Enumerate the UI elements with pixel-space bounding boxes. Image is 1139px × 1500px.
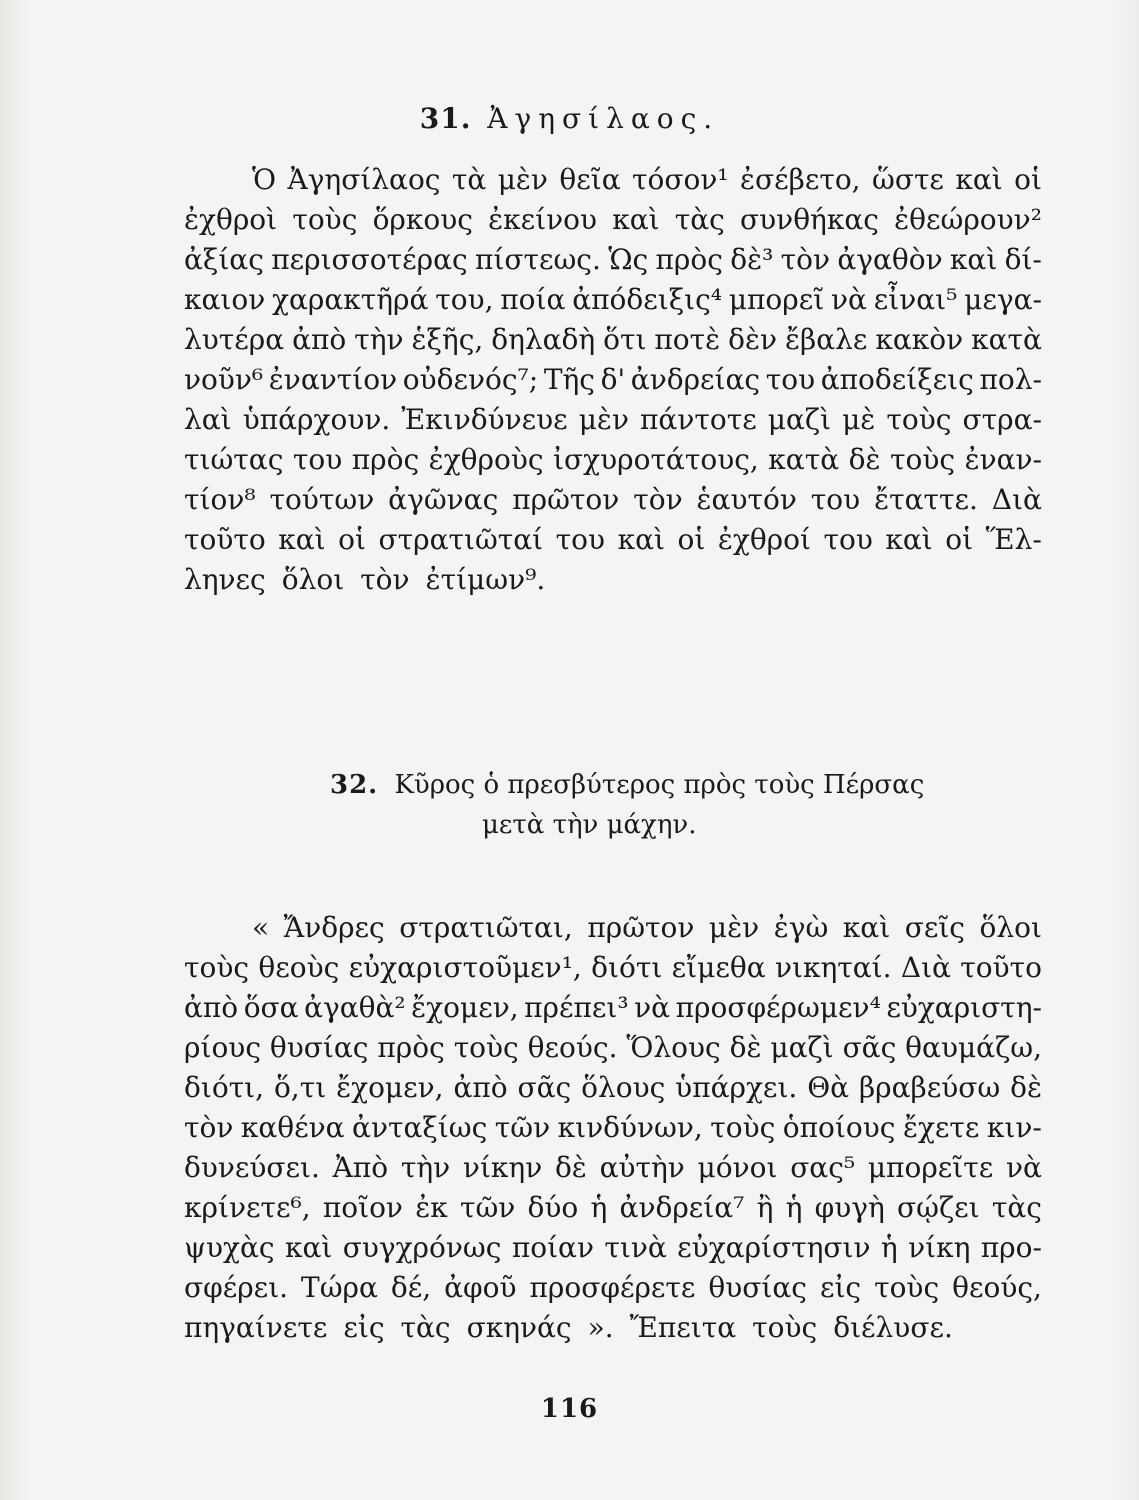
- word: στρατιῶται,: [399, 911, 573, 944]
- word: κιν-: [986, 1111, 1042, 1144]
- word: λαὶ: [184, 403, 232, 436]
- word: δὲ: [554, 1151, 587, 1184]
- text-line: [184, 240, 1042, 280]
- text-line: [184, 988, 1042, 1028]
- word: Ἕλ-: [985, 523, 1042, 556]
- word: καὶ: [949, 243, 998, 276]
- word: του: [810, 483, 861, 516]
- word: ἀγῶνας: [388, 483, 499, 516]
- word: ἀνδρείας: [630, 363, 761, 396]
- word: θεούς,: [952, 1271, 1042, 1304]
- word: τιώτας: [184, 443, 284, 476]
- word: τόσον¹: [632, 163, 729, 196]
- section-32-heading-line1: [330, 770, 924, 800]
- text-line: [184, 1268, 1042, 1308]
- text-line: [184, 160, 1042, 200]
- word: ὅσα: [243, 991, 299, 1024]
- section-32-paragraph: [184, 908, 1042, 1348]
- word: περισσοτέρας: [271, 243, 468, 276]
- word: σᾶς: [842, 1031, 897, 1064]
- word: εὐχαρίστησιν: [677, 1231, 871, 1264]
- word: κρίνετε⁶,: [184, 1191, 311, 1224]
- word: ληνες: [184, 563, 266, 596]
- word: καὶ: [278, 523, 326, 556]
- text-line: [184, 1108, 1042, 1148]
- word: ὅλους: [581, 1071, 666, 1104]
- word: λυτέρα: [184, 323, 285, 356]
- word: εὐχαριστη-: [886, 991, 1042, 1024]
- word: εὐχαριστοῦμεν¹,: [348, 951, 582, 984]
- word: μὲ: [842, 403, 876, 436]
- word: ἢ: [756, 1191, 774, 1224]
- word: θυσίας: [708, 1271, 807, 1304]
- word: μὲν: [578, 403, 629, 436]
- word: Ὅλους: [626, 1031, 721, 1064]
- word: Ἀγησίλαος: [287, 163, 441, 196]
- word: προσφέρωμεν⁴: [675, 991, 881, 1024]
- word: ρίους: [184, 1031, 261, 1064]
- word: ἀπὸ: [453, 1071, 508, 1104]
- word: τοὺς: [710, 1111, 776, 1144]
- word: ἰσχυροτάτους,: [553, 443, 759, 476]
- word: τὸν: [780, 243, 831, 276]
- text-line: [184, 200, 1042, 240]
- word: οὐδενός⁷;: [402, 363, 539, 396]
- word: μπορεῖ: [728, 283, 825, 316]
- word: τὰ: [451, 163, 487, 196]
- word: μαζὶ: [767, 403, 832, 436]
- word: «: [252, 911, 270, 944]
- word: συνθήκας: [740, 203, 879, 236]
- word: συγχρόνως: [342, 1231, 502, 1264]
- word: εἰς: [343, 1311, 385, 1344]
- word: ἀνταξίως: [352, 1111, 488, 1144]
- word: δὲ: [1010, 1071, 1042, 1104]
- word: τὸν: [360, 563, 410, 596]
- word: κατὰ: [971, 323, 1042, 356]
- word: θεούς.: [527, 1031, 618, 1064]
- word: στρα-: [962, 403, 1042, 436]
- section-32-number: 32.: [330, 770, 379, 800]
- word: ἑαυτόν: [696, 483, 797, 516]
- word: καθένα: [240, 1111, 345, 1144]
- word: στρατιῶταί: [378, 523, 544, 556]
- word: Ἀπὸ: [332, 1151, 389, 1184]
- text-line: [184, 400, 1042, 440]
- word: ποῖον: [322, 1191, 403, 1224]
- word: ὅ,τι: [273, 1071, 327, 1104]
- word: ἐναντίον: [268, 363, 398, 396]
- word: δὲ³: [730, 243, 774, 276]
- word: ἐγὼ: [773, 911, 829, 944]
- word: τὸν: [184, 1111, 234, 1144]
- word: τὰς: [674, 203, 725, 236]
- word: πολ-: [979, 363, 1042, 396]
- word: μὲν: [497, 163, 548, 196]
- section-32-title-line2: μετὰ τὴν μάχην.: [482, 810, 697, 840]
- word: τὰς: [991, 1191, 1042, 1224]
- word: αὐτὴν: [599, 1151, 685, 1184]
- word: δὲ: [848, 443, 881, 476]
- word: δί-: [1004, 243, 1042, 276]
- text-line: [184, 440, 1042, 480]
- word: νικηταί.: [774, 951, 892, 984]
- word: ἀπόδειξις⁴: [572, 283, 723, 316]
- word: τοὺς: [292, 203, 358, 236]
- text-line: [184, 360, 1042, 400]
- section-31-title: Ἀγησίλαος.: [487, 102, 720, 135]
- word: διέλυσε.: [833, 1311, 953, 1344]
- word: οἱ: [1014, 163, 1042, 196]
- word: ».: [587, 1311, 614, 1344]
- word: θαυμάζω,: [905, 1031, 1042, 1064]
- word: τίον⁸: [184, 483, 256, 516]
- word: πρὸς: [351, 443, 420, 476]
- section-31-paragraph: [184, 160, 1042, 600]
- word: ἀπὸ: [184, 991, 239, 1024]
- word: Ἄνδρες: [283, 911, 385, 944]
- text-line: [184, 280, 1042, 320]
- word: ὑπάρχουν.: [242, 403, 391, 436]
- word: ἐχθροὺς: [428, 443, 544, 476]
- word: του: [823, 523, 873, 556]
- word: ἐναν-: [964, 443, 1042, 476]
- word: τοὺς: [890, 443, 956, 476]
- word: τὴν: [400, 1151, 451, 1184]
- word: τὴν: [354, 323, 404, 356]
- word: δύο: [527, 1191, 579, 1224]
- word: εἶναι⁵: [873, 283, 958, 316]
- word: Θὰ: [807, 1071, 850, 1104]
- word: νὰ: [831, 283, 867, 316]
- word: τὰς: [400, 1311, 451, 1344]
- word: προ-: [980, 1231, 1042, 1264]
- word: σῴζει: [897, 1191, 980, 1224]
- word: ἔχομεν,: [336, 1071, 444, 1104]
- word: Ὁ: [252, 163, 277, 196]
- word: ἐκ: [415, 1191, 448, 1224]
- word: δυνεύσει.: [184, 1151, 320, 1184]
- word: τούτων: [269, 483, 375, 516]
- word: τοῦτο: [184, 523, 266, 556]
- word: ὑπάρχει.: [675, 1071, 798, 1104]
- word: τοὺς: [752, 1311, 818, 1344]
- word: ἀξίας: [184, 243, 264, 276]
- word: ἀφοῦ: [444, 1271, 517, 1304]
- word: καὶ: [612, 203, 660, 236]
- word: του: [555, 523, 606, 556]
- word: ἐχθροί: [717, 523, 811, 556]
- word: σας⁵: [790, 1151, 856, 1184]
- word: θεῖα: [559, 163, 621, 196]
- word: ἐχθροὶ: [184, 203, 278, 236]
- word: σφέρει.: [184, 1271, 289, 1304]
- word: Τῆς: [543, 363, 595, 396]
- word: του: [765, 363, 816, 396]
- word: τοὺς: [874, 1271, 940, 1304]
- word: οἱ: [677, 523, 706, 556]
- word: καὶ: [842, 911, 891, 944]
- word: ἔβαλε: [784, 323, 868, 356]
- word: ψυχὰς: [184, 1231, 275, 1264]
- word: πηγαίνετε: [184, 1311, 328, 1344]
- word: καιον: [184, 283, 266, 316]
- word: ποίαν: [511, 1231, 594, 1264]
- word: δηλαδὴ: [491, 323, 596, 356]
- word: ὅλοι: [979, 911, 1042, 944]
- word: κακὸν: [875, 323, 964, 356]
- text-line: [184, 320, 1042, 360]
- text-line: [184, 1068, 1042, 1108]
- word: μαζὶ: [770, 1031, 834, 1064]
- word: οἱ: [338, 523, 366, 556]
- section-31-heading: [0, 102, 1139, 135]
- word: προσφέρετε: [529, 1271, 696, 1304]
- section-32-title-line1: Κῦρος ὁ πρεσβύτερος πρὸς τοὺς Πέρσας: [394, 770, 925, 800]
- word: ἀποδείξεις: [820, 363, 974, 396]
- word: σεῖς: [904, 911, 965, 944]
- word: ἑξῆς,: [411, 323, 484, 356]
- word: ἐθεώρουν²: [894, 203, 1042, 236]
- word: ἡ: [785, 1191, 803, 1224]
- word: δ': [600, 363, 626, 396]
- section-32-heading-line2: [482, 810, 696, 840]
- text-line: [184, 948, 1042, 988]
- word: καὶ: [617, 523, 665, 556]
- text-line: [184, 480, 1042, 520]
- word: Ἐκινδύνευε: [401, 403, 568, 436]
- word: ἔταττε.: [874, 483, 978, 516]
- word: πρέπει³: [524, 991, 629, 1024]
- word: ὅρκους: [372, 203, 473, 236]
- word: δέ,: [390, 1271, 432, 1304]
- word: τοὺς: [453, 1031, 519, 1064]
- word: καὶ: [885, 523, 933, 556]
- word: θυσίας: [269, 1031, 369, 1064]
- word: τῶν: [459, 1191, 516, 1224]
- word: ὥστε: [872, 163, 944, 196]
- word: δὲ: [729, 1031, 762, 1064]
- word: ἀνδρεία⁷: [619, 1191, 745, 1224]
- word: πρῶτον: [587, 911, 695, 944]
- word: πίστεως.: [474, 243, 601, 276]
- word: ἐσέβετο,: [740, 163, 861, 196]
- word: διότι: [591, 951, 663, 984]
- text-line: [184, 1188, 1042, 1228]
- page-number: 116: [540, 1394, 599, 1424]
- word: ἐτίμων⁹.: [425, 563, 546, 596]
- word: φυγὴ: [814, 1191, 885, 1224]
- text-line: [184, 1148, 1042, 1188]
- word: νὰ: [634, 991, 671, 1024]
- word: ὅλοι: [281, 563, 345, 596]
- section-31-number: 31.: [419, 102, 472, 135]
- word: ἐκείνου: [488, 203, 598, 236]
- word: νίκην: [462, 1151, 543, 1184]
- word: του: [292, 443, 343, 476]
- word: τῶν: [494, 1111, 551, 1144]
- text-line: [184, 1308, 1042, 1348]
- word: βραβεύσω: [858, 1071, 1001, 1104]
- word: πρὸς: [655, 243, 723, 276]
- word: σᾶς: [517, 1071, 572, 1104]
- word: ποτὲ: [654, 323, 721, 356]
- word: κινδύνων,: [557, 1111, 703, 1144]
- text-line: [184, 520, 1042, 560]
- word: εἴμεθα: [671, 951, 766, 984]
- word: πάντοτε: [640, 403, 757, 436]
- word: καὶ: [284, 1231, 333, 1264]
- word: Ἔπειτα: [629, 1311, 737, 1344]
- word: μόνοι: [697, 1151, 778, 1184]
- word: τοὺς: [886, 403, 952, 436]
- word: ἔχομεν,: [411, 991, 519, 1024]
- word: καὶ: [955, 163, 1003, 196]
- word: τινὰ: [604, 1231, 667, 1264]
- word: ἡ: [590, 1191, 608, 1224]
- word: ἀπὸ: [292, 323, 347, 356]
- word: τὸν: [633, 483, 683, 516]
- word: ποία: [500, 283, 566, 316]
- word: ἀγαθὰ²: [304, 991, 406, 1024]
- word: Τώρα: [301, 1271, 378, 1304]
- word: νίκη: [908, 1231, 971, 1264]
- word: ἡ: [880, 1231, 898, 1264]
- word: ὅτι: [603, 323, 647, 356]
- word: διότι,: [184, 1071, 265, 1104]
- text-line: [184, 908, 1042, 948]
- word: πρῶτον: [512, 483, 620, 516]
- word: ἔχετε: [902, 1111, 980, 1144]
- word: θεοὺς: [258, 951, 340, 984]
- word: εἰς: [819, 1271, 862, 1304]
- word: σκηνάς: [466, 1311, 572, 1344]
- word: Διὰ: [900, 951, 951, 984]
- word: του,: [435, 283, 494, 316]
- word: ὁποίους: [782, 1111, 896, 1144]
- word: δὲν: [728, 323, 778, 356]
- text-line: [184, 1228, 1042, 1268]
- word: νοῦν⁶: [184, 363, 264, 396]
- text-line: [184, 1028, 1042, 1068]
- word: νὰ: [1006, 1151, 1042, 1184]
- word: κατὰ: [768, 443, 840, 476]
- text-line: [184, 560, 1042, 600]
- word: οἱ: [945, 523, 974, 556]
- word: μὲν: [708, 911, 760, 944]
- word: Ὡς: [608, 243, 649, 276]
- word: τοὺς: [184, 951, 250, 984]
- word: πρὸς: [377, 1031, 445, 1064]
- word: μπορεῖτε: [867, 1151, 994, 1184]
- word: ἀγαθὸν: [837, 243, 943, 276]
- word: Διὰ: [991, 483, 1042, 516]
- word: μεγα-: [964, 283, 1042, 316]
- word: τοῦτο: [960, 951, 1042, 984]
- word: χαρακτῆρά: [272, 283, 429, 316]
